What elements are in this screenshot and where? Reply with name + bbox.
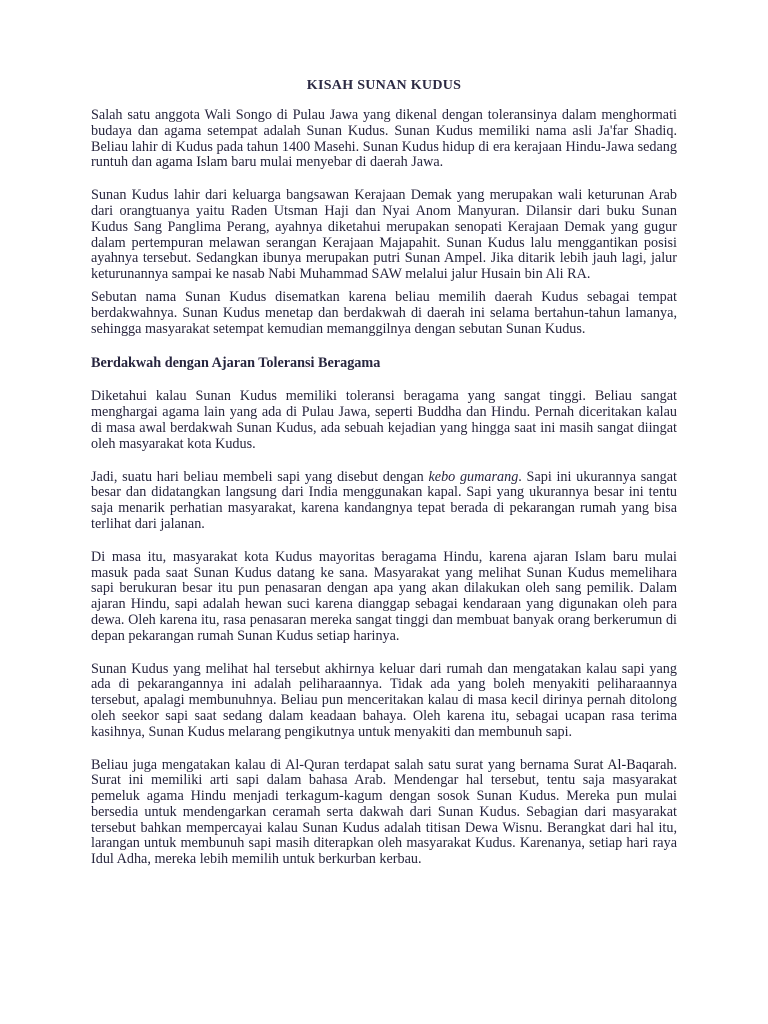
- paragraph-6: Di masa itu, masyarakat kota Kudus mayoritas beragama Hindu, karena ajaran Islam baru mulai masuk pada saat Sunan Kudus datang ke sana. Masyarakat yang melihat Sunan Kudus memelihara sapi berukuran besar itu pun penasaran dengan apa yang akan dilakukan oleh sang pemilik. Dalam ajaran Hindu, sapi adalah hewan suci karena dianggap sebagai kendaraan yang digunakan oleh para dewa. Oleh karena itu, rasa penasaran mereka sangat tinggi dan membuat banyak orang berkerumun di depan pekarangan rumah Sunan Kudus setiap harinya.: [91, 548, 677, 644]
- paragraph-7: Sunan Kudus yang melihat hal tersebut akhirnya keluar dari rumah dan mengatakan kalau sapi yang ada di pekarangannya ini adalah peliharaannya. Tidak ada yang boleh menyakiti peliharaannya tersebut, apalagi membunuhnya. Beliau pun menceritakan kalau di masa kecil dirinya pernah ditolong oleh seekor sapi saat sedang dalam keadaan bahaya. Oleh karena itu, sebagai ucapan rasa terima kasihnya, Sunan Kudus melarang pengikutnya untuk menyakiti dan membunuh sapi.: [91, 660, 677, 740]
- link-surat-al-baqarah[interactable]: Surat Al-Baqarah: [573, 756, 674, 773]
- paragraph-5-text-a: Jadi, suatu hari beliau membeli sapi yang disebut dengan: [91, 468, 429, 485]
- paragraph-1-text-a: Salah satu anggota Wali Songo di Pulau Jawa yang dikenal dengan toleransinya dalam menghormati budaya dan agama setempat adalah Sunan Kudus. Sunan Kudus memiliki nama asli Ja'far Shadiq. Beliau lahir di Kudus pada tahun 1400 Masehi. Sunan Kudus hidup di era kerajaan Hindu-Jawa sedang runtuh dan: [91, 107, 677, 171]
- paragraph-2: Sunan Kudus lahir dari keluarga bangsawan Kerajaan Demak yang merupakan wali keturunan Arab dari orangtuanya yaitu Raden Utsman Haji dan Nyai Anom Manyuran. Dilansir dari buku Sunan Kudus Sang Panglima Perang, ayahnya diketahui merupakan senopati Kerajaan Demak yang gugur dalam pertempuran melawan serangan Kerajaan Majapahit. Sunan Kudus lalu menggantikan posisi ayahnya tersebut. Sedangkan ibunya merupakan putri Sunan Ampel. Jika ditarik lebih jauh lagi, jalur keturunannya sampai ke nasab Nabi Muhammad SAW melalui jalur Husain bin Ali RA.: [91, 187, 677, 283]
- paragraph-1: [91, 108, 677, 171]
- link-agama-islam[interactable]: agama Islam: [155, 154, 228, 171]
- link-pekarangan-rumah[interactable]: pekarangan rumah: [509, 500, 617, 517]
- paragraph-8: [91, 758, 677, 869]
- paragraph-4: Diketahui kalau Sunan Kudus memiliki toleransi beragama yang sangat tinggi. Beliau sangat menghargai agama lain yang ada di Pulau Jawa, seperti Buddha dan Hindu. Pernah diceritakan kalau di masa awal berdakwah Sunan Kudus, ada sebuah kejadian yang hingga saat ini masih sangat diingat oleh masyarakat kota Kudus.: [91, 388, 677, 452]
- document-page: [91, 78, 677, 868]
- paragraph-5-text-c: yang bisa terlihat dari jalanan.: [91, 500, 677, 532]
- paragraph-1-text-b: baru mulai menyebar di daerah Jawa.: [227, 154, 444, 171]
- paragraph-5-italic-term: kebo gumarang: [428, 468, 519, 485]
- paragraph-5: [91, 470, 677, 533]
- document-title: KISAH SUNAN KUDUS: [306, 78, 462, 93]
- paragraph-8-text-a: Beliau juga mengatakan kalau di Al-Quran terdapat salah satu surat yang bernama: [91, 756, 574, 773]
- section-heading: Berdakwah dengan Ajaran Toleransi Beragama: [91, 355, 381, 372]
- paragraph-3: Sebutan nama Sunan Kudus disematkan karena beliau memilih daerah Kudus sebagai tempat berdakwahnya. Sunan Kudus menetap dan berdakwah di daerah ini selama bertahun-tahun lamanya, sehingga masyarakat setempat kemudian memanggilnya dengan sebutan Sunan Kudus.: [91, 288, 677, 337]
- paragraph-8-text-b: . Surat ini memiliki arti sapi dalam bahasa Arab. Mendengar hal tersebut, tentu saja masyarakat pemeluk agama Hindu menjadi terkagum-kagum dengan sosok Sunan Kudus. Mereka pun mulai bersedia untuk mendengarkan ceramah serta dakwah dari Sunan Kudus. Sebagian dari masyarakat tersebut bahkan mempercayai kalau Sunan Kudus adalah titisan Dewa Wisnu. Berangkat dari hal itu, larangan untuk membunuh sapi masih diterapkan oleh masyarakat Kudus. Karenanya, setiap hari raya Idul Adha, mereka lebih memilih untuk berkurban kerbau.: [91, 756, 678, 868]
- paragraph-5-text-b: . Sapi ini ukurannya sangat besar dan didatangkan langsung dari India menggunakan kapal. Sapi yang ukurannya besar ini tentu saja menarik perhatian masyarakat, karena kandangnya tepat berada di: [91, 468, 677, 517]
